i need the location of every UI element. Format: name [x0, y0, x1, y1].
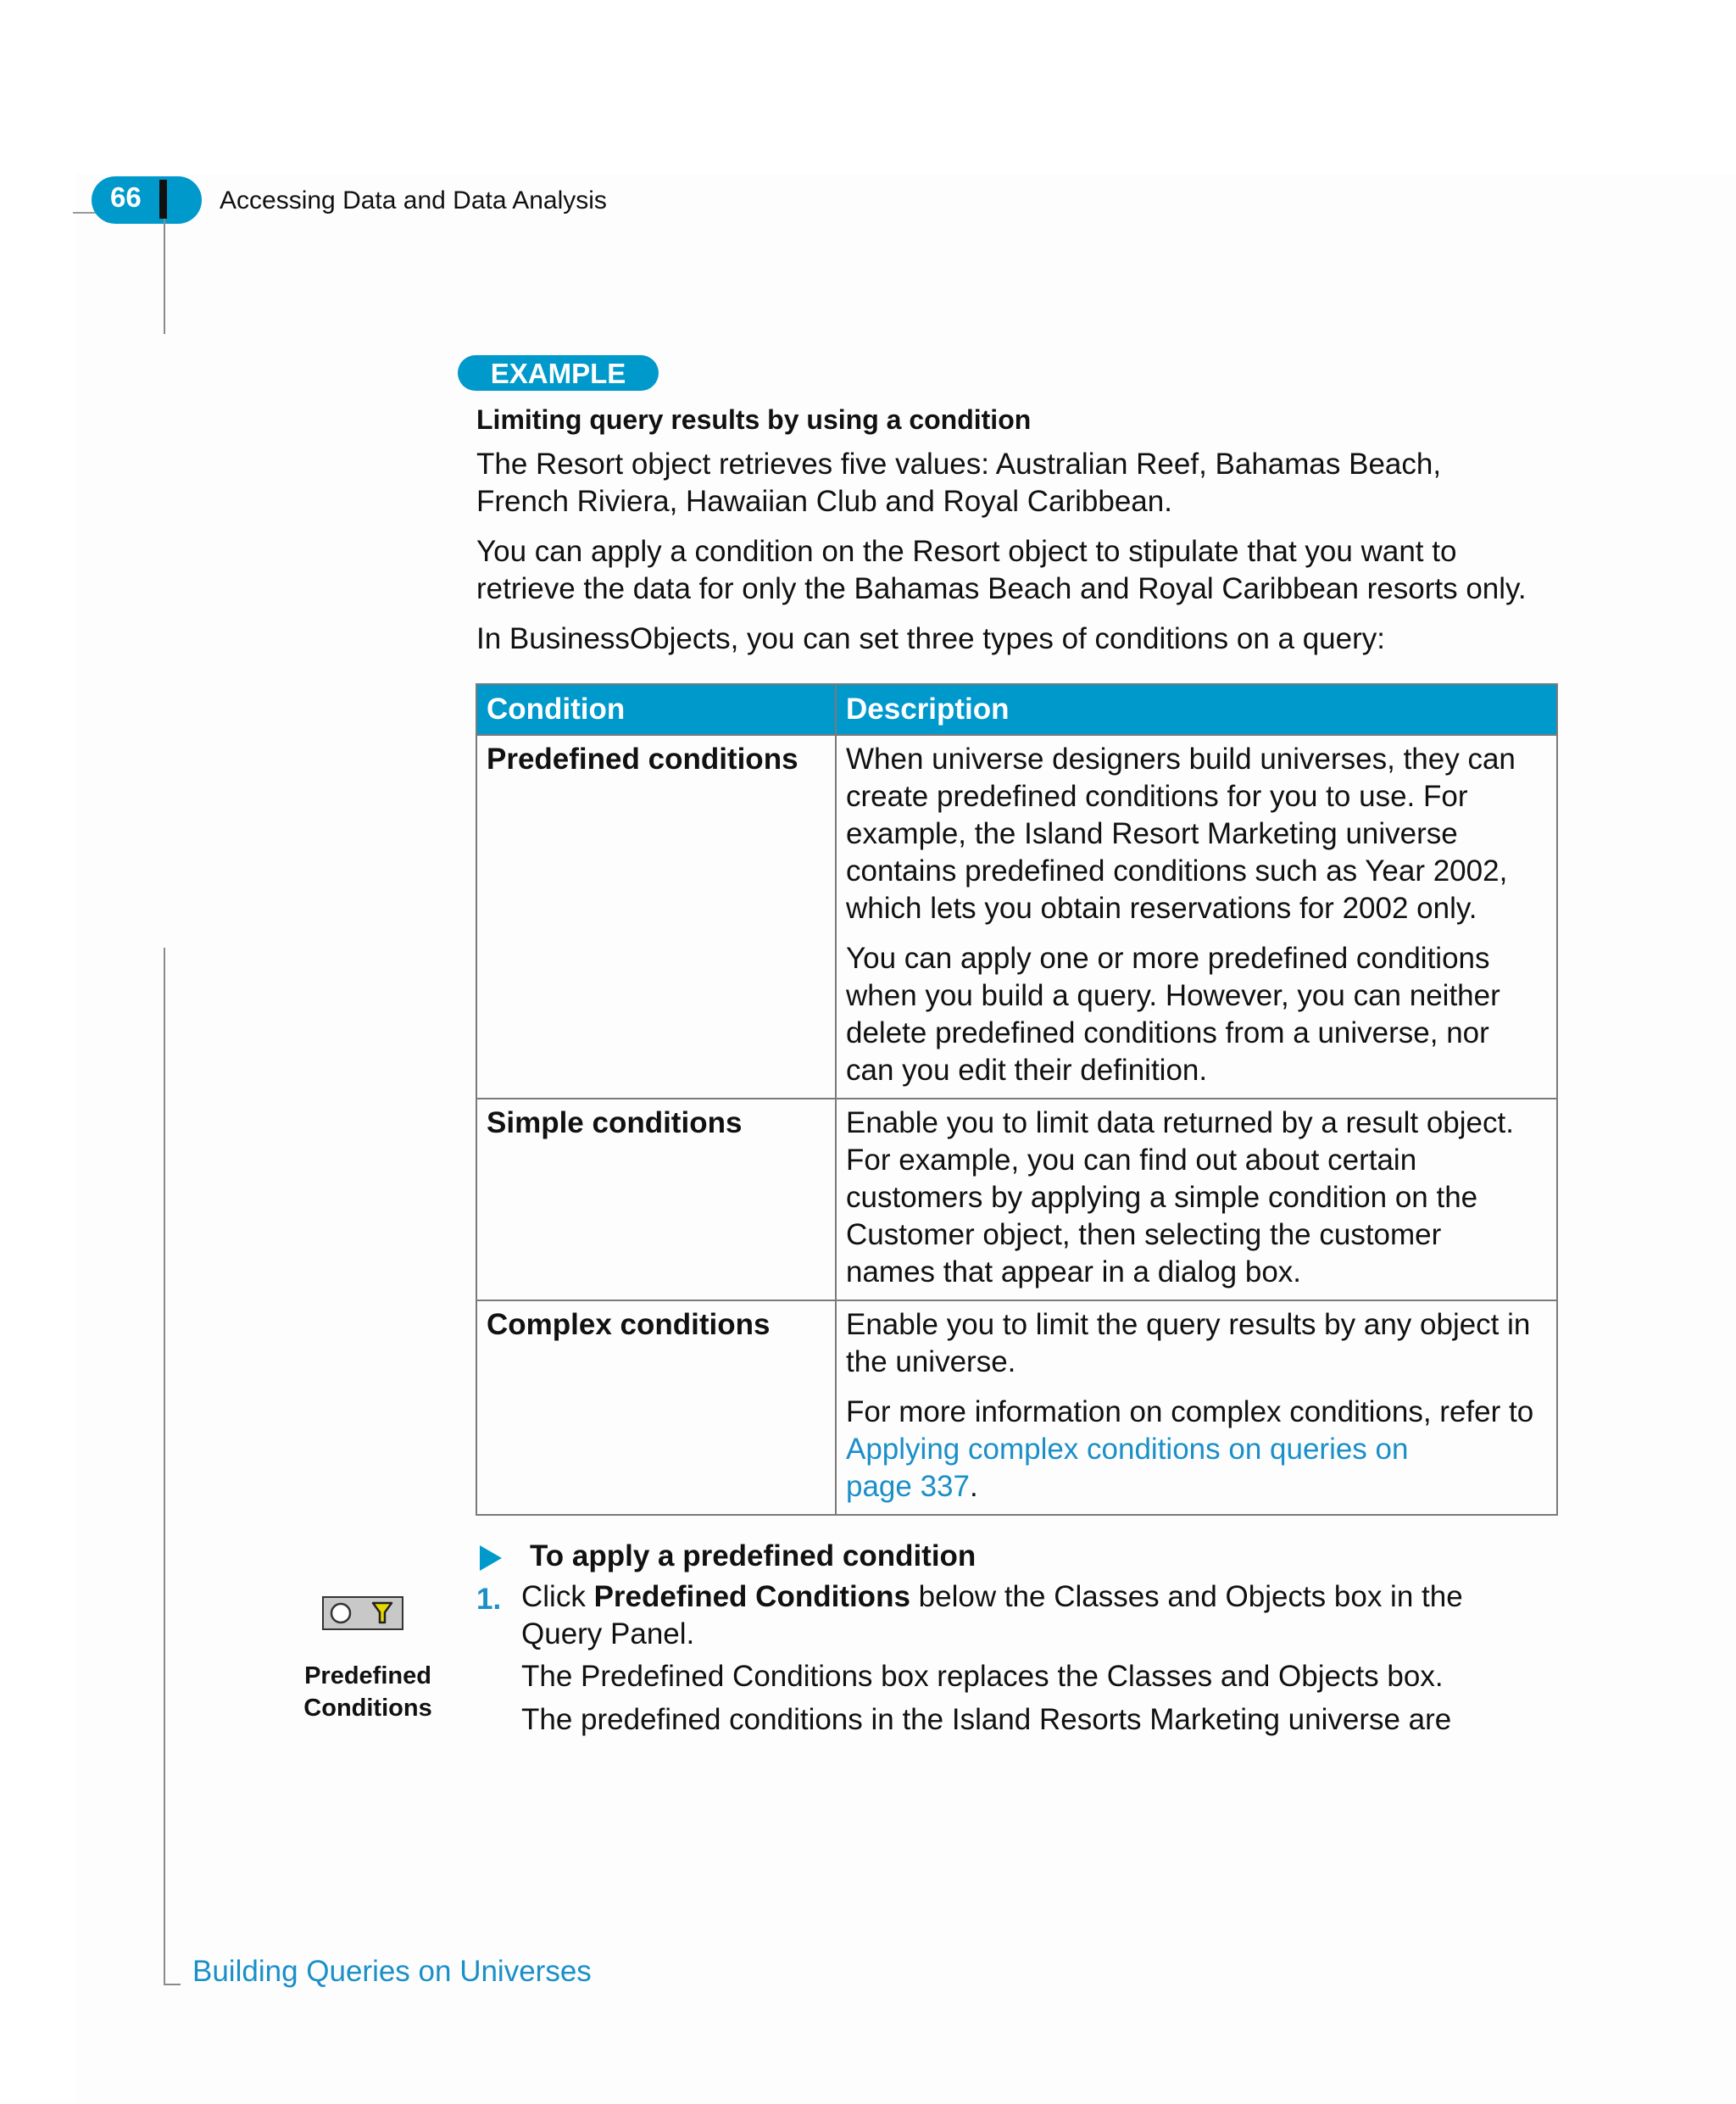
text-line: Enable you to limit data returned by a result object.	[846, 1106, 1514, 1139]
condition-description	[836, 735, 1557, 1099]
conditions-table	[476, 683, 1558, 1516]
table-header-row	[476, 684, 1557, 735]
margin-rule-bottom	[164, 948, 165, 1985]
procedure-arrow-icon	[480, 1545, 502, 1571]
text-line: delete predefined conditions from a universe, nor	[846, 1016, 1489, 1049]
text-line: which lets you obtain reservations for 2002 only.	[846, 892, 1477, 925]
text-line: contains predefined conditions such as Year 2002,	[846, 854, 1508, 888]
example-paragraph-2	[476, 533, 1527, 608]
page-number: 66	[110, 181, 142, 213]
description-paragraph	[846, 1394, 1547, 1506]
condition-name: Predefined conditions	[476, 735, 836, 1099]
text-line: customers by applying a simple condition on the	[846, 1181, 1478, 1214]
condition-name: Complex conditions	[476, 1300, 836, 1515]
text-line: Customer object, then selecting the customer	[846, 1218, 1442, 1251]
page-number-badge	[92, 176, 202, 224]
description-paragraph	[846, 1306, 1547, 1381]
step-text	[521, 1578, 1463, 1653]
example-paragraph-3	[476, 621, 1385, 658]
step-number: 1.	[476, 1583, 502, 1616]
ui-term: Predefined Conditions	[593, 1580, 910, 1613]
step-result-1: The Predefined Conditions box replaces the Classes and Objects box.	[521, 1660, 1444, 1693]
text-line: French Riviera, Hawaiian Club and Royal Caribbean.	[476, 485, 1172, 518]
text-line: The Resort object retrieves five values: Australian Reef, Bahamas Beach,	[476, 448, 1442, 481]
punctuation: .	[969, 1470, 978, 1503]
text-run: Click	[521, 1580, 594, 1613]
example-paragraph-1	[476, 446, 1441, 520]
text-line: In BusinessObjects, you can set three types of conditions on a query:	[476, 622, 1385, 655]
condition-name: Simple conditions	[476, 1099, 836, 1300]
description-paragraph	[846, 741, 1547, 927]
table-row	[476, 1300, 1557, 1515]
cross-reference-link-page[interactable]: page 337	[846, 1470, 970, 1503]
example-title: Limiting query results by using a condition	[476, 404, 1032, 435]
procedure-title: To apply a predefined condition	[530, 1539, 976, 1572]
running-head: Accessing Data and Data Analysis	[220, 186, 607, 214]
step-result-2: The predefined conditions in the Island Resorts Marketing universe are	[521, 1703, 1452, 1736]
cross-reference-link[interactable]: Applying complex conditions on queries on	[846, 1433, 1409, 1466]
text-line: names that appear in a dialog box.	[846, 1255, 1302, 1289]
text-line: Enable you to limit the query results by any object in	[846, 1308, 1531, 1341]
table-row	[476, 1099, 1557, 1300]
footer-rule	[164, 1984, 181, 1985]
footer-title: Building Queries on Universes	[192, 1955, 592, 1988]
caption-line: Conditions	[303, 1695, 432, 1722]
text-run: below the Classes and Objects box in the	[910, 1580, 1463, 1613]
text-line: When universe designers build universes, they can	[846, 743, 1516, 776]
text-line: can you edit their definition.	[846, 1054, 1208, 1087]
description-paragraph	[846, 940, 1547, 1089]
text-line: You can apply one or more predefined conditions	[846, 942, 1490, 975]
text-line: For more information on complex conditions, refer to	[846, 1395, 1534, 1428]
predefined-conditions-icon	[322, 1596, 403, 1630]
text-line: example, the Island Resort Marketing universe	[846, 817, 1458, 850]
icon-caption	[285, 1660, 451, 1724]
page-number-divider	[159, 180, 167, 219]
condition-description	[836, 1300, 1557, 1515]
text-line: retrieve the data for only the Bahamas Beach and Royal Caribbean resorts only.	[476, 572, 1527, 605]
condition-description	[836, 1099, 1557, 1300]
example-label: EXAMPLE	[458, 355, 659, 391]
text-line: You can apply a condition on the Resort object to stipulate that you want to	[476, 535, 1457, 568]
description-paragraph	[846, 1105, 1547, 1291]
text-line: the universe.	[846, 1345, 1016, 1378]
caption-line: Predefined	[304, 1662, 431, 1689]
text-line: For example, you can find out about certain	[846, 1144, 1417, 1177]
text-line: Query Panel.	[521, 1617, 695, 1650]
column-header-condition: Condition	[476, 684, 836, 735]
margin-rule-top	[164, 219, 165, 334]
table-row	[476, 735, 1557, 1099]
text-line: when you build a query. However, you can neither	[846, 979, 1500, 1012]
text-line: create predefined conditions for you to use. For	[846, 780, 1468, 813]
column-header-description: Description	[836, 684, 1557, 735]
predefined-conditions-glyph	[324, 1598, 402, 1628]
